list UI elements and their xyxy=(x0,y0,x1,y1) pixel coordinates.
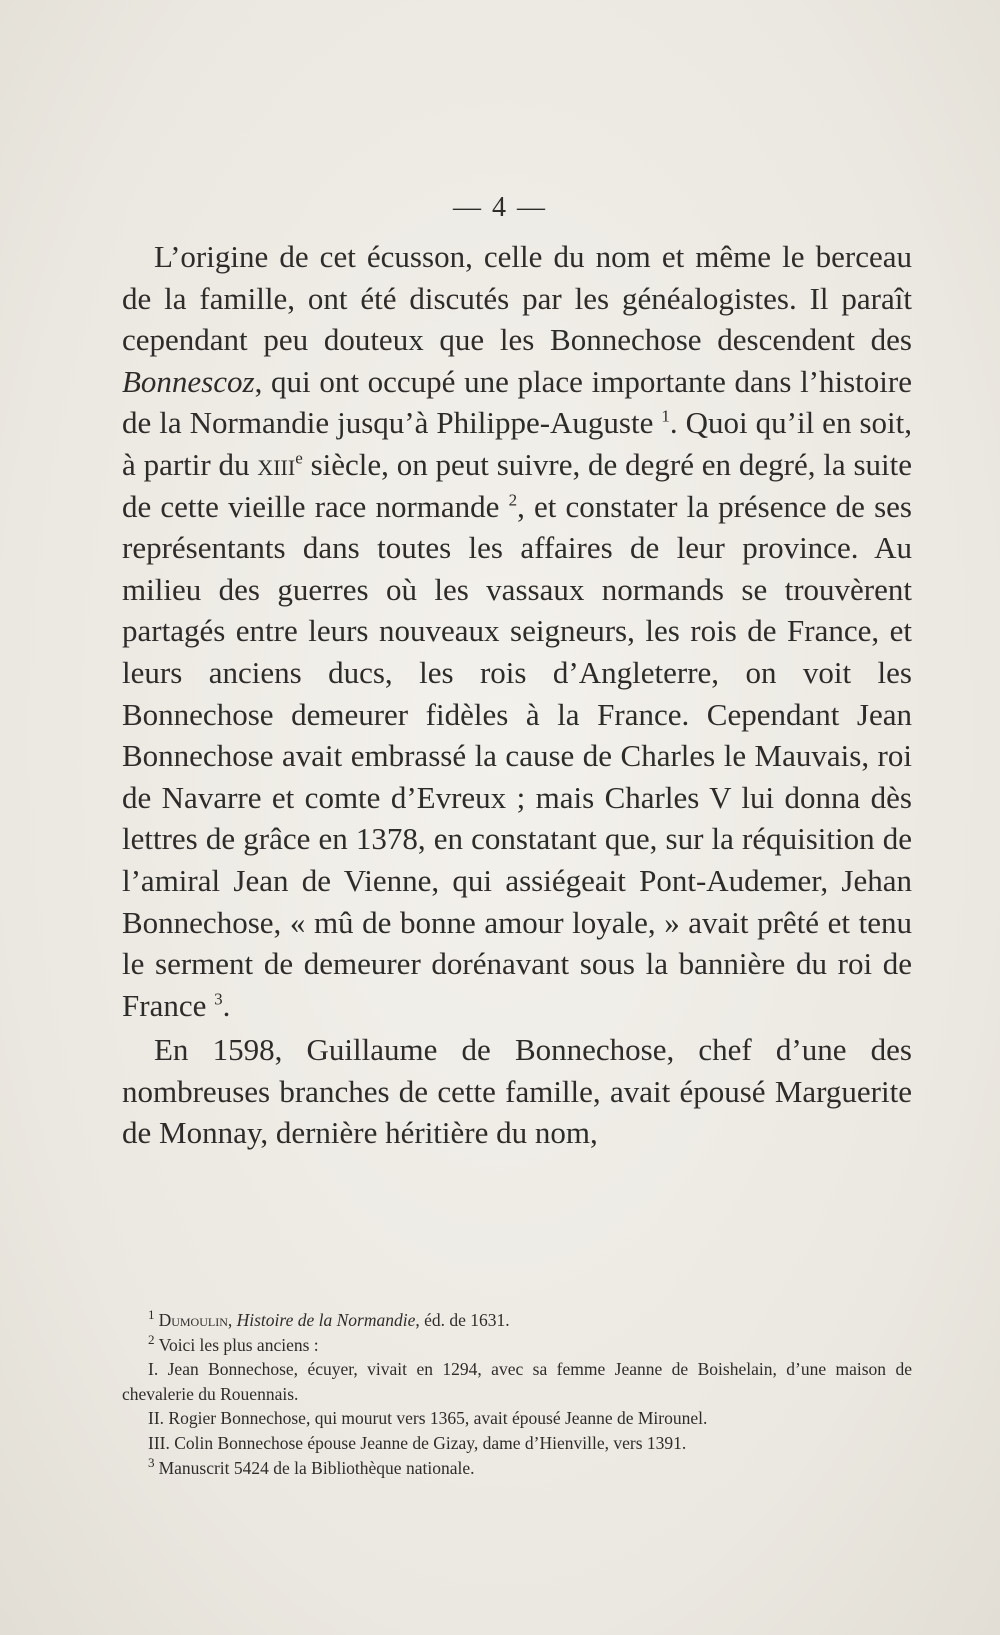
text-run: L’origine de cet écusson, celle du nom et même le berceau de la famille, ont été discutés par les généalogistes. Il paraît cependant peu douteux que les Bonnechose descendent des xyxy=(122,239,912,358)
footnote-ref-2: 2 xyxy=(508,490,518,510)
century-numeral: xiii xyxy=(257,446,296,482)
footnote-mark: 2 xyxy=(148,1331,155,1347)
text-run: Manuscrit 5424 de la Bibliothèque nationale. xyxy=(158,1457,475,1478)
footnote-2-item: III. Colin Bonnechose épouse Jeanne de Gizay, dame d’Hienville, vers 1391. xyxy=(148,1432,687,1453)
paragraph-2: En 1598, Guillaume de Bonnechose, chef d’une des nombreuses branches de cette famille, avait épousé Marguerite de Monnay, dernière héritière du nom, xyxy=(122,1032,912,1151)
century-suffix: e xyxy=(295,448,303,468)
footnote-mark: 1 xyxy=(148,1307,155,1323)
text-run: , et constater la présence de ses représentants dans toutes les affaires de leur province. Au milieu des guerres où les vassaux normands se trouvèrent partagés entre leurs nouveaux seigneurs, les rois de France, et leurs anciens ducs, les rois d’Angleterre, on voit les Bonnechose demeurer fidèles à la France. Cependant Jean Bonnechose avait embrassé la cause de Charles le Mauvais, roi de Navarre et comte d’Evreux ; mais Charles V lui donna dès lettres de grâce en 1378, en constatant que, sur la réquisition de l’amiral Jean de Vienne, qui assiégeait Pont-Audemer, Jehan Bonnechose, « mû de bonne amour loyale, » avait prêté et tenu le serment de demeurer dorénavant sous la bannière du roi de France xyxy=(122,488,912,1023)
paragraph-1 xyxy=(122,236,912,1026)
text-run: , qui ont occupé une place importante dans l’histoire de la Normandie jusqu’à Philippe-Auguste xyxy=(122,363,912,441)
footnote-author: Dumoulin xyxy=(158,1310,228,1330)
text-run: siècle, on peut suivre, de degré en degré, la suite de cette vieille race normande xyxy=(122,446,913,524)
footnote-ref-3: 3 xyxy=(214,989,223,1009)
footnote-2-item: I. Jean Bonnechose, écuyer, vivait en 1294, avec sa femme Jeanne de Boishelain, d’une maison de chevalerie du Rouennais. xyxy=(122,1359,912,1404)
footnote-mark: 3 xyxy=(148,1454,155,1470)
text-run: , éd. de 1631. xyxy=(415,1310,510,1330)
page-number: — 4 — xyxy=(453,192,547,223)
footnote-2-item: II. Rogier Bonnechose, qui mourut vers 1365, avait épousé Jeanne de Mirounel. xyxy=(148,1408,708,1429)
text-run: . xyxy=(222,987,231,1023)
text-run: . Quoi qu’il en soit, à partir du xyxy=(122,405,912,482)
text-run: Voici les plus anciens : xyxy=(158,1334,319,1355)
footnote-1 xyxy=(122,1308,912,1333)
footnotes xyxy=(122,1308,912,1480)
footnote-2 xyxy=(122,1333,912,1358)
footnote-ref-1: 1 xyxy=(661,407,670,427)
body-text xyxy=(122,236,912,1154)
footnote-3 xyxy=(122,1456,912,1481)
text-run: , xyxy=(227,1310,237,1330)
italic-name: Bonnescoz xyxy=(122,363,255,399)
footnote-title: Histoire de la Normandie xyxy=(236,1310,416,1330)
